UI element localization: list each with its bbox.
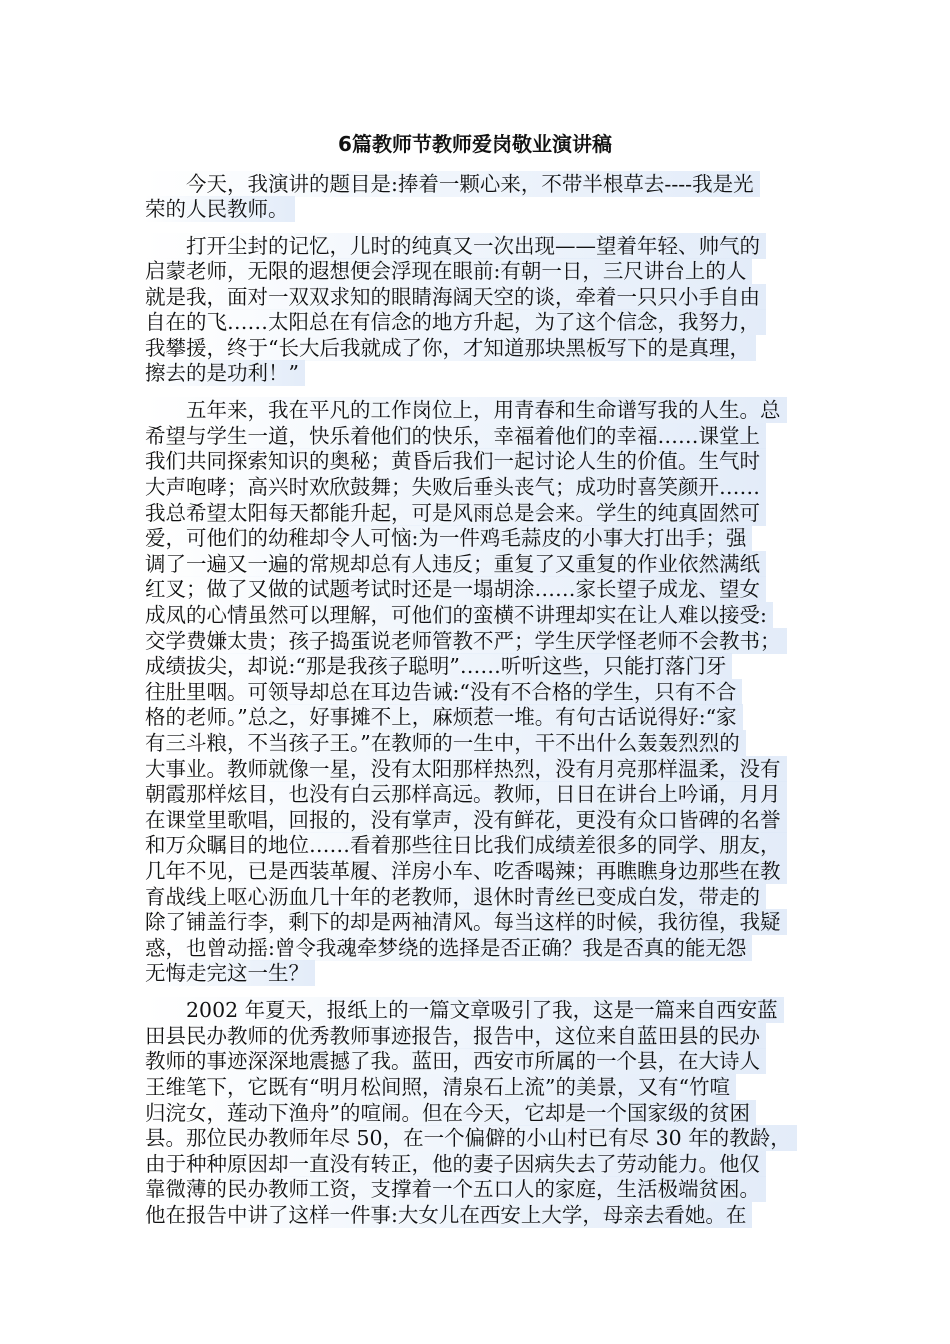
text-line: 他在报告中讲了这样一件事:大女儿在西安上大学，母亲去看她。在 — [145, 1202, 752, 1228]
text-line: 自在的飞……太阳总在有信念的地方升起，为了这个信念，我努力， — [145, 309, 766, 335]
text-line: 我们共同探索知识的奥秘；黄昏后我们一起讨论人生的价值。生气时 — [145, 448, 766, 474]
text-line: 红叉；做了又做的试题考试时还是一塌胡涂……家长望子成龙、望女 — [145, 576, 766, 602]
text-line: 我攀援，终于“长大后我就成了你，才知道那块黑板写下的是真理， — [145, 335, 756, 361]
text-line: 今天，我演讲的题目是:捧着一颗心来，不带半根草去----我是光 — [145, 171, 760, 197]
text-line: 打开尘封的记忆，儿时的纯真又一次出现——望着年轻、帅气的 — [145, 233, 766, 259]
text-line: 大事业。教师就像一星，没有太阳那样热烈，没有月亮那样温柔，没有 — [145, 756, 787, 782]
text-line: 归浣女，莲动下渔舟”的喧闹。但在今天，它却是一个国家级的贫困 — [145, 1100, 756, 1126]
text-line: 靠微薄的民办教师工资，支撑着一个五口人的家庭，生活极端贫困。 — [145, 1176, 766, 1202]
text-line: 在课堂里歌唱，回报的，没有掌声，没有鲜花，更没有众口皆碑的名誉 — [145, 807, 787, 833]
text-line: 由于种种原因却一直没有转正，他的妻子因病失去了劳动能力。他仅 — [145, 1151, 766, 1177]
text-line: 荣的人民教师。 — [145, 196, 295, 222]
text-line: 2002 年夏天，报纸上的一篇文章吸引了我，这是一篇来自西安蓝 — [145, 997, 784, 1023]
text-line: 除了铺盖行李，剩下的却是两袖清风。每当这样的时候，我彷徨，我疑 — [145, 909, 787, 935]
text-line: 王维笔下，它既有“明月松间照，清泉石上流”的美景，又有“竹喧 — [145, 1074, 736, 1100]
text-line: 和万众瞩目的地位……看着那些往日比我们成绩差很多的同学、朋友， — [145, 832, 787, 858]
text-line: 几年不见，已是西装革履、洋房小车、吃香喝辣；再瞧瞧身边那些在教 — [145, 858, 787, 884]
text-line: 交学费嫌太贵；孩子捣蛋说老师管教不严；学生厌学怪老师不会教书； — [145, 628, 787, 654]
text-line: 有三斗粮，不当孩子王。”在教师的一生中，干不出什么轰轰烈烈的 — [145, 730, 746, 756]
document-title: 6篇教师节教师爱岗敬业演讲稿 — [338, 132, 612, 156]
text-line: 朝霞那样炫目，也没有白云那样高远。教师，日日在讲台上吟诵，月月 — [145, 781, 787, 807]
text-line: 启蒙老师，无限的遐想便会浮现在眼前:有朝一日，三尺讲台上的人 — [145, 258, 752, 284]
text-line: 五年来，我在平凡的工作岗位上，用青春和生命谱写我的人生。总 — [145, 397, 787, 423]
text-line: 爱，可他们的幼稚却令人可恼:为一件鸡毛蒜皮的小事大打出手；强 — [145, 525, 752, 551]
text-line: 育战线上呕心沥血几十年的老教师，退休时青丝已变成白发，带走的 — [145, 884, 766, 910]
text-line: 成凤的心情虽然可以理解，可他们的蛮横不讲理却实在让人难以接受: — [145, 602, 773, 628]
text-line: 教师的事迹深深地震撼了我。蓝田，西安市所属的一个县，在大诗人 — [145, 1048, 766, 1074]
text-line: 惑，也曾动摇:曾令我魂牵梦绕的选择是否正确？我是否真的能无怨 — [145, 935, 752, 961]
text-line: 成绩拔尖，却说:“那是我孩子聪明”……听听这些，只能打落门牙 — [145, 653, 732, 679]
text-line: 无悔走完这一生？ — [145, 960, 315, 986]
text-line: 调了一遍又一遍的常规却总有人违反；重复了又重复的作业依然满纸 — [145, 551, 766, 577]
text-line: 往肚里咽。可领导却总在耳边告诫:“没有不合格的学生，只有不合 — [145, 679, 742, 705]
text-line: 我总希望太阳每天都能升起，可是风雨总是会来。学生的纯真固然可 — [145, 500, 766, 526]
text-line: 就是我，面对一双双求知的眼睛海阔天空的谈，牵着一只只小手自由 — [145, 284, 766, 310]
text-line: 田县民办教师的优秀教师事迹报告，报告中，这位来自蓝田县的民办 — [145, 1023, 766, 1049]
text-line: 格的老师。”总之，好事摊不上，麻烦惹一堆。有句古话说得好:“家 — [145, 704, 743, 730]
text-line: 县。那位民办教师年尽 50，在一个偏僻的小山村已有尽 30 年的教龄， — [145, 1125, 797, 1151]
text-line: 擦去的是功利！” — [145, 360, 305, 386]
text-line: 大声咆哮；高兴时欢欣鼓舞；失败后垂头丧气；成功时喜笑颜开…… — [145, 474, 766, 500]
text-line: 希望与学生一道，快乐着他们的快乐，幸福着他们的幸福……课堂上 — [145, 423, 766, 449]
